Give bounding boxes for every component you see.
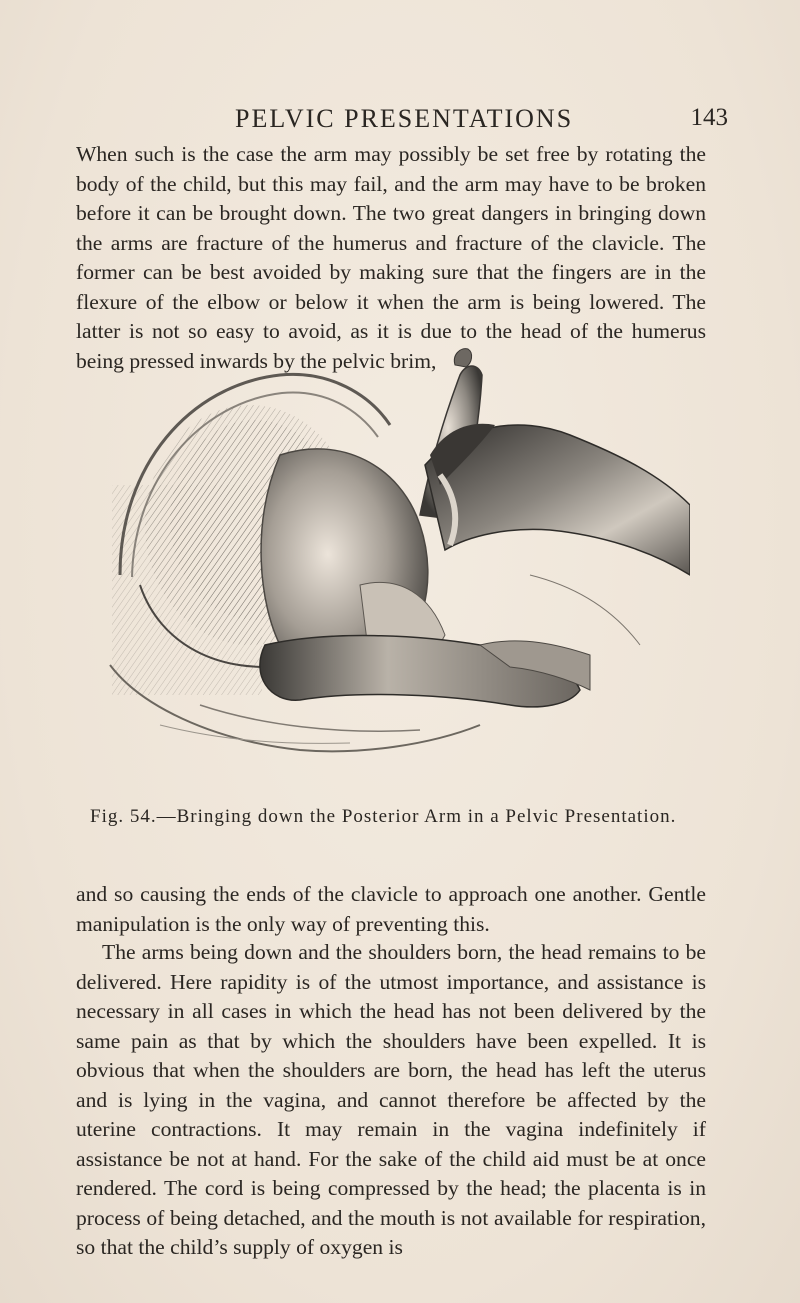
paragraph-1: When such is the case the arm may possibly be set free by rotating the body of the child, but this may fail, and the arm may have to be broken before it can be brought down. The two great dangers in bringing down the arms are fracture of the humerus and fracture of the clavicle. The former can be best avoided by making sure that the fingers are in the flexure of the elbow or below it when the arm is being lowered. The latter is not so easy to avoid, as it is due to the head of the humerus being pressed inwards by the pelvic brim, (76, 142, 706, 373)
figure-illustration (100, 345, 690, 775)
paragraph-2: and so causing the ends of the clavicle to approach one another. Gentle manipulation is the only way of preventing this. (76, 882, 706, 936)
running-head (80, 104, 728, 138)
operator-upper-hand (425, 424, 690, 575)
paragraph-3: The arms being down and the shoulders born, the head remains to be delivered. Here rapidity is of the utmost importance, and assistance is necessary in all cases in which the head has not been delivered by the same pain as that by which the shoulders have been expelled. It is obvious that when the shoulders are born, the head has left the uterus and is lying in the vagina, and cannot therefore be affected by the uterine contractions. It may remain in the vagina indefinitely if assistance be not at hand. For the sake of the child aid must be at once rendered. The cord is being compressed by the head; the placenta is in process of being detached, and the mouth is not available for respiration, so that the child’s supply of oxygen is (76, 940, 706, 1259)
operator-lower-hand (260, 636, 590, 707)
obstetric-engraving (100, 345, 690, 775)
figure-caption: Fig. 54.—Bringing down the Posterior Arm in a Pelvic Presentation. (90, 806, 677, 827)
page-number: 143 (690, 104, 728, 131)
running-title: PELVIC PRESENTATIONS (235, 104, 574, 133)
